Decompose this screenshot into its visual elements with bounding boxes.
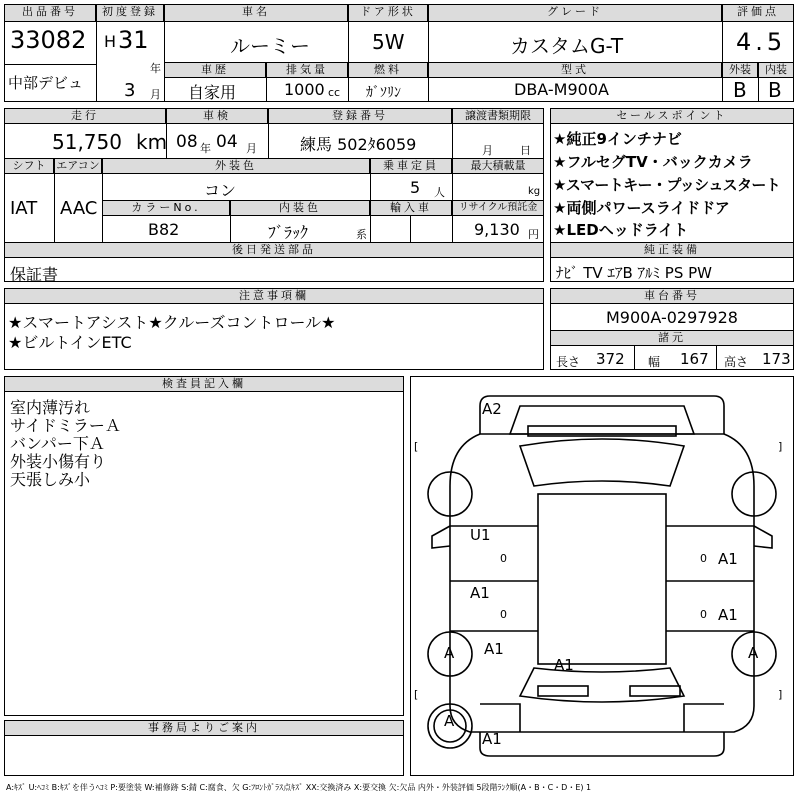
mileage-unit: km <box>136 130 168 154</box>
equipment-header: 純正装備 <box>550 242 794 258</box>
interior-color-header: 内装色 <box>230 200 370 216</box>
spec-header: 諸元 <box>550 330 794 346</box>
exterior-grade: B <box>733 78 747 102</box>
interior-grade: B <box>768 78 782 102</box>
recycle-unit: 円 <box>528 228 539 241</box>
fuel-header: 燃料 <box>348 62 428 78</box>
mileage: 51,750 <box>52 130 122 154</box>
equipment: ﾅﾋﾞ TV ｴｱB ｱﾙﾐ PS PW <box>556 264 712 282</box>
score: 4.5 <box>736 28 787 56</box>
import-header: 輸入車 <box>370 200 452 216</box>
color-no-header: カラーNo. <box>102 200 230 216</box>
transfer-header: 譲渡書類期限 <box>452 108 544 124</box>
inspector-line-4: 外装小傷有り <box>10 452 107 471</box>
mark-zero-2: 0 <box>500 608 507 621</box>
lot-header: 出品番号 <box>4 4 96 22</box>
mark-front-bumper: A2 <box>482 400 502 418</box>
mark-roof: A1 <box>554 656 574 674</box>
lot-number: 33082 <box>10 26 87 54</box>
sales-point-4: ★両側パワースライドドア <box>553 199 730 217</box>
deferred-parts: 保証書 <box>10 265 59 284</box>
mileage-header: 走行 <box>4 108 166 124</box>
inspection-year-unit: 年 <box>200 142 211 155</box>
mark-zero-4: 0 <box>700 608 707 621</box>
height: 173 <box>762 350 791 368</box>
notes-line-2: ★ビルトインETC <box>8 333 132 352</box>
displacement: 1000 <box>284 80 325 99</box>
model: DBA-M900A <box>514 80 609 99</box>
chassis-number: M900A-0297928 <box>606 308 738 327</box>
deferred-parts-header: 後日発送部品 <box>4 242 544 258</box>
recycle-header: リサイクル預託金 <box>452 200 544 216</box>
exterior-color-header: 外装色 <box>102 158 370 174</box>
reg-month-unit: 月 <box>150 88 161 101</box>
mark-front-left-door: U1 <box>470 526 491 544</box>
mark-bracket-r1: ] <box>778 440 783 453</box>
shift-header: シフト <box>4 158 54 174</box>
car-diagram <box>410 376 794 776</box>
sales-point-1: ★純正9インチナビ <box>553 130 682 148</box>
notes-line-1: ★スマートアシスト★クルーズコントロール★ <box>8 313 336 332</box>
door-type: 5W <box>372 30 405 54</box>
height-label: 高さ <box>724 355 749 369</box>
mark-rear-left-door: A1 <box>470 584 490 602</box>
interior-color: ﾌﾞﾗｯｸ <box>268 223 309 242</box>
length: 372 <box>596 350 625 368</box>
ac: AAC <box>60 198 98 219</box>
history: 自家用 <box>188 83 237 102</box>
mark-front-right-door: A1 <box>718 550 738 568</box>
era: H <box>104 32 117 51</box>
capacity-unit: 人 <box>434 186 445 199</box>
max-load-unit: kg <box>528 186 541 197</box>
mark-rear-left-wheel: A <box>444 712 455 730</box>
color-no: B82 <box>148 220 180 239</box>
model-header: 型式 <box>428 62 722 78</box>
mark-left-rocker: A1 <box>484 640 504 658</box>
sales-point-2: ★フルセグTV・バックカメラ <box>553 153 753 171</box>
reg-year: 31 <box>118 26 149 54</box>
exterior-color: コン <box>204 181 237 200</box>
sales-point-3: ★スマートキー・プッシュスタート <box>553 176 781 194</box>
max-load-header: 最大積載量 <box>452 158 544 174</box>
sales-points-header: セールスポイント <box>550 108 794 124</box>
ac-header: エアコン <box>54 158 102 174</box>
capacity: 5 <box>410 178 421 197</box>
shift: IAT <box>10 198 38 219</box>
interior-color-suffix: 系 <box>356 228 367 241</box>
reg-month: 3 <box>124 80 136 101</box>
mark-bracket-l2: [ <box>414 688 419 701</box>
inspector-header: 検査員記入欄 <box>4 376 404 392</box>
inspection-month: 04 <box>216 132 238 152</box>
width-label: 幅 <box>648 355 661 369</box>
recycle: 9,130 <box>474 220 520 239</box>
mark-front-left-wheel: A <box>444 644 455 662</box>
history-header: 車歴 <box>164 62 266 78</box>
mark-bracket-r2: ] <box>778 688 783 701</box>
notes-header: 注意事項欄 <box>4 288 544 304</box>
displacement-header: 排気量 <box>266 62 348 78</box>
inspector-line-5: 天張しみ小 <box>10 470 91 489</box>
length-label: 長さ <box>556 355 581 369</box>
grade-header: グレード <box>428 4 722 22</box>
inspection-header: 車検 <box>166 108 268 124</box>
score-header: 評価点 <box>722 4 794 22</box>
inspector-line-3: バンパー下Ａ <box>10 434 105 453</box>
car-name: ルーミー <box>230 34 310 58</box>
plate: 練馬 502ﾀ6059 <box>300 135 417 154</box>
transfer-month-unit: 月 <box>482 144 493 157</box>
capacity-header: 乗車定員 <box>370 158 452 174</box>
venue: 中部デビュ <box>8 74 84 92</box>
inspection-month-unit: 月 <box>246 142 257 155</box>
fuel: ｶﾞｿﾘﾝ <box>366 85 401 101</box>
plate-header: 登録番号 <box>268 108 452 124</box>
inspection-year: 08 <box>176 132 198 152</box>
inspector-line-2: サイドミラーＡ <box>10 416 121 435</box>
mark-rear-right-wheel: A <box>748 644 759 662</box>
exterior-grade-header: 外装 <box>722 62 758 78</box>
mark-zero-1: 0 <box>500 552 507 565</box>
mark-left-rear-quarter: A1 <box>718 606 738 624</box>
transfer-day-unit: 日 <box>520 144 531 157</box>
car-name-header: 車名 <box>164 4 348 22</box>
sales-point-5: ★LEDヘッドライト <box>553 221 689 239</box>
displacement-unit: cc <box>328 86 341 99</box>
mark-zero-3: 0 <box>700 552 707 565</box>
mark-bracket-l1: [ <box>414 440 419 453</box>
first-reg-header: 初度登録 <box>96 4 164 22</box>
interior-grade-header: 内装 <box>758 62 794 78</box>
office-header: 事務局よりご案内 <box>4 720 404 736</box>
chassis-header: 車台番号 <box>550 288 794 304</box>
mark-rear-bumper: A1 <box>482 730 502 748</box>
reg-year-unit: 年 <box>150 62 161 75</box>
door-header: ドア形状 <box>348 4 428 22</box>
grade: カスタムG-T <box>510 34 624 58</box>
legend: A:ｷｽﾞ U:ﾍｺﾐ B:ｷｽﾞを伴うﾍｺﾐ P:要塗装 W:補修跡 S:錆 C:腐食、欠 G:ﾌﾛﾝﾄｶﾞﾗｽ点ｷｽﾞ XX:交換済み X:要交換 欠:欠品 内外・外装評価 5段階ﾗﾝｸ順(A・B・C・D・E) 1 <box>6 783 592 792</box>
inspector-line-1: 室内薄汚れ <box>10 398 91 417</box>
width: 167 <box>680 350 709 368</box>
